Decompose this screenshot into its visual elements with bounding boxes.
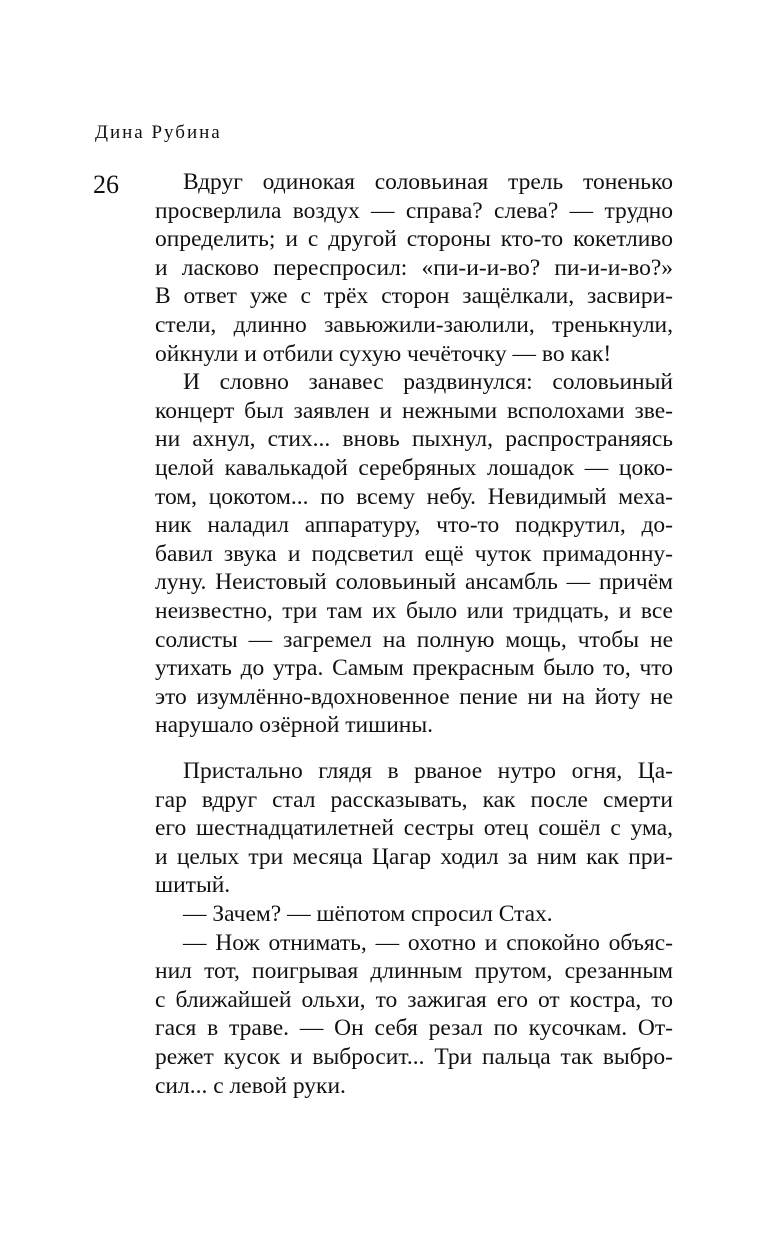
text-line: ни ахнул, стих... вновь пыхнул, распространяясь <box>155 426 673 453</box>
text-line: шитый. <box>155 872 231 899</box>
text-line: утихать до утра. Самым прекрасным было то, что <box>155 655 673 682</box>
text-line: Вдруг одинокая соловьиная трель тоненько <box>183 169 673 195</box>
text-line: неизвестно, три там их было или тридцать, и все <box>155 597 673 624</box>
text-line: концерт был заявлен и нежными всполохами зве- <box>155 397 673 424</box>
text-line: режет кусок и выбросит... Три пальца так выбро- <box>155 1043 673 1070</box>
text-line: И словно занавес раздвинулся: соловьиный <box>183 369 673 396</box>
text-line: нил тот, поигрывая длинным прутом, срезанным <box>155 958 673 985</box>
running-header-author: Дина Рубина <box>95 122 222 143</box>
text-line: нарушало озёрной тишины. <box>155 712 434 739</box>
text-line: стели, длинно завьюжили-заюлили, тренькнули, <box>155 311 673 338</box>
text-line: том, цокотом... по всему небу. Невидимый меха- <box>155 483 673 510</box>
text-line: ник наладил аппаратуру, что-то подкрутил, до- <box>155 512 673 539</box>
text-line: определить; и с другой стороны кто-то кокетливо <box>155 226 673 253</box>
text-line: солисты — загремел на полную мощь, чтобы не <box>155 626 673 653</box>
text-line: Пристально глядя в рваное нутро огня, Ца- <box>183 758 673 784</box>
text-line: это изумлённо-вдохновенное пение ни на йоту не <box>155 683 673 710</box>
text-line: В ответ уже с трёх сторон защёлкали, засвири- <box>155 283 673 310</box>
text-line: и ласково переспросил: «пи-и-и-во? пи-и-и-во?» <box>155 254 673 281</box>
text-line: с ближайшей ольхи, то зажигая его от костра, то <box>155 986 673 1013</box>
text-line: целой кавалькадой серебряных лошадок — цоко- <box>155 454 673 481</box>
text-line: сил... с левой руки. <box>155 1072 346 1099</box>
dialogue-line: — Нож отнимать, — охотно и спокойно объяс- <box>183 929 673 956</box>
page-number: 26 <box>93 170 119 199</box>
dialogue-line: — Зачем? — шёпотом спросил Стах. <box>183 900 553 927</box>
text-line: его шестнадцатилетней сестры отец сошёл с ума, <box>155 815 673 842</box>
text-line: и целых три месяца Цагар ходил за ним как при- <box>155 843 673 870</box>
text-line: гася в траве. — Он себя резал по кусочкам. От- <box>155 1015 673 1042</box>
text-block-tsagar-story <box>155 757 673 1100</box>
text-line: гар вдруг стал рассказывать, как после смерти <box>155 786 673 813</box>
text-line: ойкнули и отбили сухую чечёточку — во как! <box>155 340 612 367</box>
text-block-nightingales <box>155 168 673 740</box>
text-line: бавил звука и подсветил ещё чуток примадонну- <box>155 540 673 567</box>
text-line: просверлила воздух — справа? слева? — трудно <box>155 197 673 224</box>
text-line: луну. Неистовый соловьиный ансамбль — причём <box>155 569 673 596</box>
